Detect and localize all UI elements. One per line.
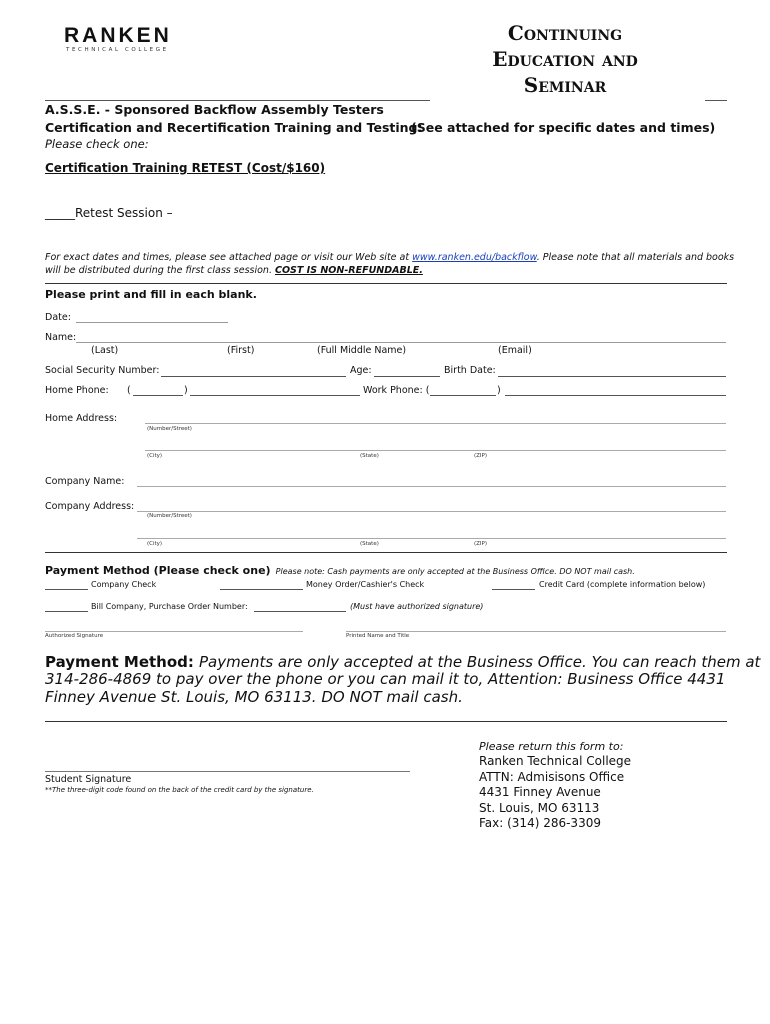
ssn-field[interactable] xyxy=(161,376,346,377)
money-order-blank[interactable] xyxy=(220,589,303,590)
ssn-label: Social Security Number: xyxy=(45,365,160,376)
signature-divider xyxy=(45,721,727,722)
company-check-label: Company Check xyxy=(91,580,157,589)
date-label: Date: xyxy=(45,312,71,323)
page-title-line3: Seminar xyxy=(523,73,607,97)
retest-session-label: Retest Session – xyxy=(75,206,173,220)
home-phone-area-field[interactable] xyxy=(133,395,183,396)
payment-method-label: Payment Method: xyxy=(45,653,194,671)
return-line-1: Ranken Technical College xyxy=(479,754,632,768)
payment-method-heading: Payment Method (Please check one) xyxy=(45,564,271,577)
printed-name-label: Printed Name and Title xyxy=(346,633,410,639)
bill-company-blank[interactable] xyxy=(45,611,88,612)
payment-method-line-3: Finney Avenue St. Louis, MO 63113. DO NOT mail cash. xyxy=(45,688,463,706)
work-phone-area-field[interactable] xyxy=(430,395,496,396)
home-address-label: Home Address: xyxy=(45,413,118,424)
cvv-note: **The three-digit code found on the back of the credit card by the signature. xyxy=(45,786,314,794)
retest-option-title: Certification Training RETEST (Cost/$160) xyxy=(45,161,326,175)
notice-text-2: will be distributed during the first class session. xyxy=(45,265,275,276)
ranken-logo: RANKEN xyxy=(64,24,172,47)
name-middle-hint: (Full Middle Name) xyxy=(317,345,407,356)
credit-card-blank[interactable] xyxy=(492,589,535,590)
company-state-hint: (State) xyxy=(360,541,379,547)
name-label: Name: xyxy=(45,332,77,343)
name-first-hint: (First) xyxy=(227,345,255,356)
home-state-hint: (State) xyxy=(360,453,379,459)
authorized-signature-field[interactable] xyxy=(45,631,303,632)
authorized-signature-label: Authorized Signature xyxy=(45,633,104,639)
backflow-link[interactable]: www.ranken.edu/backflow xyxy=(412,252,537,263)
program-heading: A.S.S.E. - Sponsored Backflow Assembly Testers xyxy=(45,102,384,117)
home-city-state-zip-field[interactable] xyxy=(145,450,726,451)
notice-text-cont: . Please note that all materials and books xyxy=(536,252,735,263)
student-signature-field[interactable] xyxy=(45,771,410,772)
company-name-field[interactable] xyxy=(137,486,726,487)
printed-name-field[interactable] xyxy=(346,631,726,632)
notice-text: For exact dates and times, please see attached page or visit our Web site at xyxy=(45,252,413,263)
return-line-3: 4431 Finney Avenue xyxy=(479,785,601,799)
home-phone-area-open: ( xyxy=(127,385,131,396)
home-zip-hint: (ZIP) xyxy=(474,453,487,459)
company-address-label: Company Address: xyxy=(45,501,135,512)
see-attached-note: (See attached for specific dates and times) xyxy=(411,120,716,135)
work-phone-field[interactable] xyxy=(505,395,726,396)
return-line-4: St. Louis, MO 63113 xyxy=(479,801,600,815)
credit-card-label: Credit Card (complete information below) xyxy=(539,580,706,589)
company-zip-hint: (ZIP) xyxy=(474,541,487,547)
payment-method-text: Payments are only accepted at the Business Office. You can reach them at xyxy=(199,653,761,671)
money-order-label: Money Order/Cashier's Check xyxy=(306,580,425,589)
work-phone-label: Work Phone: ( xyxy=(363,385,430,396)
print-heading: Please print and fill in each blank. xyxy=(45,288,257,301)
work-phone-area-close: ) xyxy=(497,385,501,396)
logo-subtitle: TECHNICAL COLLEGE xyxy=(66,47,169,53)
name-field[interactable] xyxy=(76,342,726,343)
home-street-field[interactable] xyxy=(145,423,726,424)
bill-company-label: Bill Company, Purchase Order Number: xyxy=(91,602,248,611)
age-label: Age: xyxy=(350,365,372,376)
date-field[interactable] xyxy=(76,322,228,323)
check-one-label: Please check one: xyxy=(45,137,149,151)
page-title-line1: Continuing xyxy=(507,21,623,45)
return-line-2: ATTN: Admisisons Office xyxy=(479,770,625,784)
program-subheading: Certification and Recertification Training and Testing: xyxy=(45,120,423,135)
authorized-signature-note: (Must have authorized signature) xyxy=(350,602,484,611)
home-street-hint: (Number/Street) xyxy=(147,426,192,432)
purchase-order-field[interactable] xyxy=(254,611,346,612)
return-intro: Please return this form to: xyxy=(479,740,624,753)
company-street-field[interactable] xyxy=(137,511,726,512)
payment-method-notice xyxy=(45,652,760,671)
payment-method-row xyxy=(45,559,635,578)
payment-cash-note: Please note: Cash payments are only accepted at the Business Office. DO NOT mail cash. xyxy=(275,567,635,576)
company-name-label: Company Name: xyxy=(45,476,125,487)
header-rule-right xyxy=(705,100,727,101)
name-last-hint: (Last) xyxy=(91,345,119,356)
birth-date-field[interactable] xyxy=(498,376,726,377)
name-email-hint: (Email) xyxy=(498,345,532,356)
retest-checkbox-blank[interactable]: _____ xyxy=(45,206,75,220)
page-title-line2: Education and xyxy=(492,47,638,71)
birth-date-label: Birth Date: xyxy=(444,365,496,376)
payment-divider xyxy=(45,552,727,553)
age-field[interactable] xyxy=(374,376,440,377)
payment-method-line-2: 314-286-4869 to pay over the phone or you can mail it to, Attention: Business Office 4431 xyxy=(45,670,726,688)
home-phone-label: Home Phone: xyxy=(45,385,109,396)
home-city-hint: (City) xyxy=(147,453,163,459)
company-check-blank[interactable] xyxy=(45,589,88,590)
home-phone-field[interactable] xyxy=(190,395,360,396)
home-phone-area-close: ) xyxy=(184,385,188,396)
company-city-hint: (City) xyxy=(147,541,163,547)
notice-line-1 xyxy=(45,252,734,263)
header-rule-left xyxy=(45,100,430,101)
notice-line-2 xyxy=(45,265,423,276)
non-refundable-notice: COST IS NON-REFUNDABLE. xyxy=(275,265,423,276)
company-city-state-zip-field[interactable] xyxy=(137,538,726,539)
retest-session-row[interactable] xyxy=(45,206,173,220)
company-street-hint: (Number/Street) xyxy=(147,513,192,519)
notice-divider xyxy=(45,283,727,284)
return-line-5: Fax: (314) 286-3309 xyxy=(479,816,601,830)
student-signature-label: Student Signature xyxy=(45,774,132,785)
